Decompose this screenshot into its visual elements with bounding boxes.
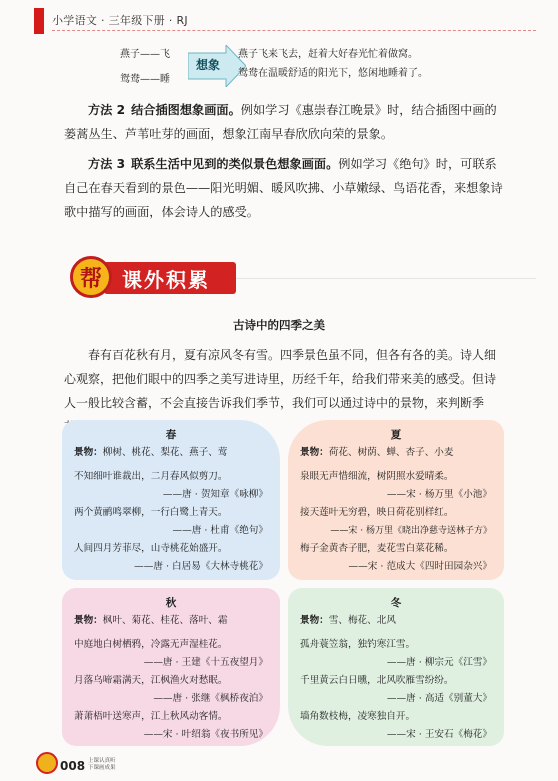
poem-source: ——唐 · 柳宗元《江雪》 <box>386 657 492 668</box>
diagram-center-label: 想象 <box>196 58 221 72</box>
footer-tag: 上课认真听 下课画成果 <box>88 758 116 771</box>
poem-line: 墙角数枝梅，凌寒独自开。 <box>300 711 416 722</box>
diagram-right-2: 鸳鸯在温暖舒适的阳光下，悠闲地睡着了。 <box>238 68 428 79</box>
method-heading: 结合插图想象画面。 <box>131 103 241 117</box>
page-number: 008 <box>60 759 86 773</box>
method-label: 方法 2 <box>88 103 126 117</box>
poem-source: ——唐 · 白居易《大林寺桃花》 <box>134 561 268 572</box>
section-title: 古诗中的四季之美 <box>233 318 325 332</box>
method-text: 例如学习《惠崇春江晚景》时，结合插图中画的蒌蒿丛生、芦苇吐芽的画面，想象江南早春欣欣向荣的景象。 <box>64 103 497 141</box>
poem-line: 接天莲叶无穷碧，映日荷花别样红。 <box>300 507 454 518</box>
season-name: 夏 <box>390 429 402 441</box>
poem-line: 泉眼无声惜细流，树阴照水爱晴柔。 <box>300 471 454 482</box>
poem-source: ——唐 · 高适《别董大》 <box>386 693 492 704</box>
poem-line: 人间四月芳菲尽，山寺桃花始盛开。 <box>74 543 228 554</box>
poem-line: 千里黄云白日曛，北风吹雁雪纷纷。 <box>300 675 454 686</box>
season-name: 秋 <box>165 597 177 609</box>
poem-source: ——唐 · 杜甫《绝句》 <box>172 525 268 536</box>
banner-divider <box>236 278 536 279</box>
poem-source: ——宋 · 范成大《四时田园杂兴》 <box>348 561 492 572</box>
poem-source: ——唐 · 王建《十五夜望月》 <box>143 657 268 668</box>
banner-badge: 帮 <box>70 256 112 298</box>
banner-title: 课外积累 <box>104 262 236 294</box>
poem-source: ——唐 · 张继《枫桥夜泊》 <box>153 693 268 704</box>
poem-line: 中庭地白树栖鸦，冷露无声湿桂花。 <box>74 639 228 650</box>
poem-line: 不知细叶谁裁出，二月春风似剪刀。 <box>74 471 228 482</box>
poem-source: ——唐 · 贺知章《咏柳》 <box>162 489 268 500</box>
season-name: 冬 <box>390 597 402 609</box>
method-label: 方法 3 <box>88 157 126 171</box>
method-text: 例如学习《绝句》时，可联系自己在春天看到的景色——阳光明媚、暖风吹拂、小草嫩绿、鸟语花香，来想象诗歌中描写的画面，体会诗人的感受。 <box>64 157 503 219</box>
season-scene: 景物：雪、梅花、北风 <box>300 615 396 626</box>
poem-source: ——宋 · 叶绍翁《夜书所见》 <box>143 729 268 740</box>
diagram-left-1: 燕子——飞 <box>120 49 170 60</box>
poem-line: 两个黄鹂鸣翠柳，一行白鹭上青天。 <box>74 507 228 518</box>
method-3 <box>64 152 504 224</box>
method-2 <box>64 98 504 146</box>
poem-line: 月落乌啼霜满天，江枫渔火对愁眠。 <box>74 675 228 686</box>
season-scene: 景物：柳树、桃花、梨花、燕子、莺 <box>74 447 228 458</box>
poem-source: ——宋 · 杨万里《小池》 <box>386 489 492 500</box>
season-box-summer <box>288 420 504 580</box>
season-scene: 景物：荷花、树荫、蝉、杏子、小麦 <box>300 447 454 458</box>
season-box-autumn <box>62 588 280 746</box>
mascot-icon <box>36 752 58 774</box>
poem-source: ——宋 · 杨万里《晓出净慈寺送林子方》 <box>330 526 492 536</box>
poem-line: 梅子金黄杏子肥，麦花雪白菜花稀。 <box>300 543 454 554</box>
header-accent-bar <box>34 8 44 34</box>
poem-line: 孤舟蓑笠翁，独钓寒江雪。 <box>300 639 416 650</box>
diagram-right-1: 燕子飞来飞去，赶着大好春光忙着做窝。 <box>238 49 418 60</box>
header-title: 小学语文 · 三年级下册 · RJ <box>52 14 188 27</box>
poem-source: ——宋 · 王安石《梅花》 <box>386 729 492 740</box>
season-scene: 景物：枫叶、菊花、桂花、落叶、霜 <box>74 615 228 626</box>
diagram-left-2: 鸳鸯——睡 <box>120 74 170 85</box>
season-box-spring <box>62 420 280 580</box>
header-divider <box>52 30 536 31</box>
season-name: 春 <box>165 429 177 441</box>
method-heading: 联系生活中见到的类似景色想象画面。 <box>131 157 339 171</box>
section-intro: 春有百花秋有月，夏有凉风冬有雪。四季景色虽不同，但各有各的美。诗人细心观察，把他们眼中的四季之美写进诗里，历经千年，给我们带来美的感受。但诗人一般比较含蓄，不会直接告诉我们季节，我们可以通过诗中的景物，来判断季 <box>64 348 497 410</box>
season-box-winter <box>288 588 504 746</box>
poem-line: 萧萧梧叶送寒声，江上秋风动客情。 <box>74 711 228 722</box>
